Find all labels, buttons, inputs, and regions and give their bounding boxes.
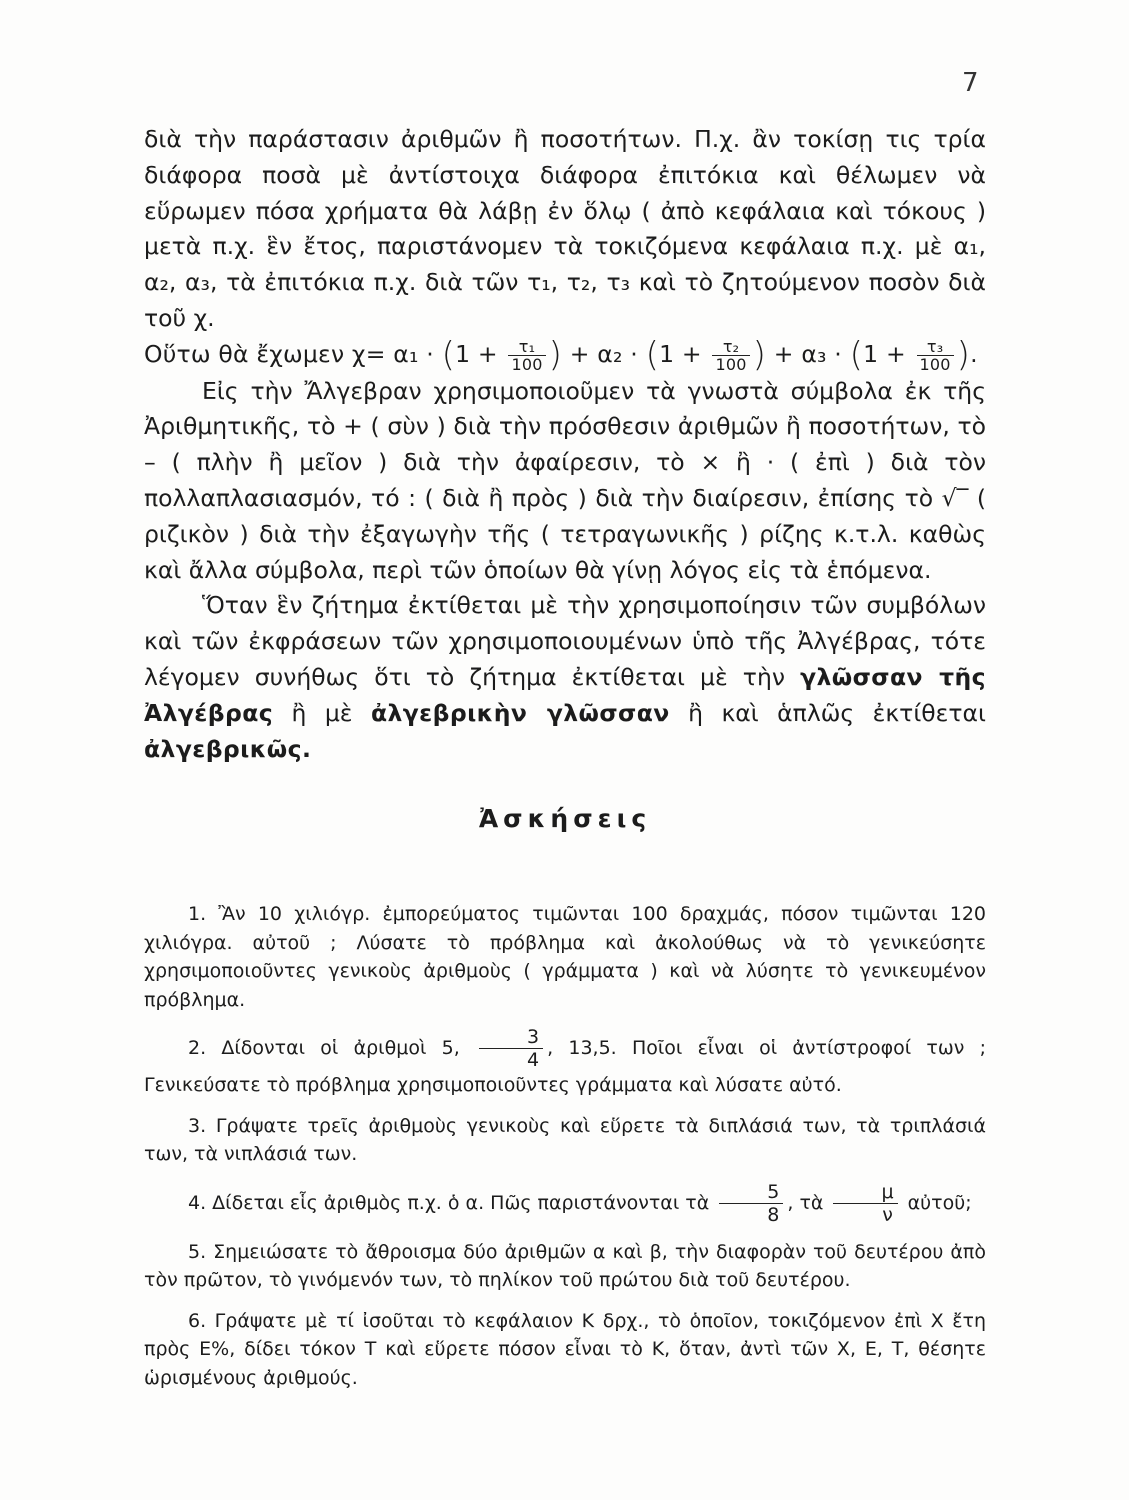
paren-close-3: ) (956, 334, 971, 375)
main-text (144, 122, 986, 857)
exercise-4-mid: , τὰ (787, 1191, 824, 1214)
exercise-6: 6. Γράψατε μὲ τί ἰσοῦται τὸ κεφάλαιον Κ δρχ., τὸ ὁποῖον, τοκιζόμενον ἐπὶ Χ ἔτη πρὸς Ε%, δίδει τόκον Τ καὶ εὕρετε πόσον εἶναι τὸ Κ, ὅταν, ἀντὶ τῶν Χ, Ε, Τ, θέσητε ὡρισμένους ἀριθμούς. (144, 1309, 986, 1389)
exercise-3: 3. Γράψατε τρεῖς ἀριθμοὺς γενικοὺς καὶ εὕρετε τὰ διπλάσιά των, τὰ τριπλάσιά των, τὰ νιπλάσιά των. (144, 1114, 986, 1165)
paren-open-2: ( (645, 334, 660, 375)
fraction-five-eighths (719, 1181, 783, 1226)
exercise-5: 5. Σημειώσατε τὸ ἄθροισμα δύο ἀριθμῶν α καὶ β, τὴν διαφορὰν τοῦ δευτέρου ἀπὸ τὸν πρῶτον, τὸ γινόμενόν των, τὸ πηλίκον τοῦ πρώτου διὰ τοῦ δευτέρου. (144, 1240, 986, 1291)
fraction-mu-num: μ (833, 1181, 897, 1204)
fraction-t1-num: τ₁ (508, 338, 545, 356)
exercise-1: 1. Ἂν 10 χιλιόγρ. ἐμπορεύματος τιμῶνται 100 δραχμάς, πόσον τιμῶνται 120 χιλιόγρα. αὐτοῦ ; Λύσατε τὸ πρόβλημα καὶ ἀκολούθως νὰ τὸ γενικεύσητε χρησιμοποιοῦντες γενικοὺς ἀριθμοὺς ( γράμματα ) καὶ νὰ λύσητε τὸ γενικευμένον πρόβλημα. (144, 903, 986, 1011)
fraction-t3 (917, 338, 954, 373)
paren-open-1: ( (441, 334, 456, 375)
formula-lead: Οὕτω θὰ ἔχωμεν χ= α₁ · (144, 339, 442, 368)
fraction-t1 (508, 338, 545, 373)
fraction-t2-num: τ₂ (712, 338, 749, 356)
language-paragraph (144, 588, 986, 767)
formula-plus-a2: + α₂ · (569, 339, 646, 368)
fraction-3-4-num: 3 (479, 1026, 543, 1049)
term-algebra-language: γλῶσσαν τῆς Ἀλγέβρας (144, 662, 986, 727)
term-algebraic-language: ἀλγεβρικὴν γλῶσσαν (370, 698, 670, 727)
formula-one-plus-3: 1 + (863, 339, 906, 368)
formula-one-plus-1: 1 + (455, 339, 498, 368)
fraction-nu-den: ν (882, 1203, 893, 1226)
exercise-2-start: 2. Δίδονται οἱ ἀριθμοὶ 5, (188, 1037, 460, 1059)
intro-paragraph: διὰ τὴν παράστασιν ἀριθμῶν ἢ ποσοτήτων. Π.χ. ἂν τοκίσῃ τις τρία διάφορα ποσὰ μὲ ἀντίστοιχα διάφορα ἐπιτόκια καὶ θέλωμεν νὰ εὕρωμεν πόσα χρήματα θὰ λάβῃ ἐν ὅλῳ ( ἀπὸ κεφάλαια καὶ τόκους ) μετὰ π.χ. ἓν ἔτος, παριστάνομεν τὰ τοκιζόμενα κεφάλαια π.χ. μὲ α₁, α₂, α₃, τὰ ἐπιτόκια π.χ. διὰ τῶν τ₁, τ₂, τ₃ καὶ τὸ ζητούμενον ποσὸν διὰ τοῦ χ. (144, 125, 986, 332)
page-number: 7 (962, 68, 979, 98)
paren-close-1: ) (548, 334, 563, 375)
fraction-t3-den: 100 (919, 354, 951, 374)
language-part-1: Ὅταν ἓν ζήτημα ἐκτίθεται μὲ τὴν χρησιμοποίησιν τῶν συμβόλων καὶ τῶν ἐκφράσεων τῶν χρησιμοποιουμένων ὑπὸ τῆς Ἀλγέβρας, τότε λέγομεν συνήθως ὅτι τὸ ζήτημα ἐκτίθεται μὲ τὴν (144, 591, 986, 691)
fraction-t3-num: τ₃ (917, 338, 954, 356)
interest-formula: Οὕτω θὰ ἔχωμεν χ= α₁ · (1 + $\frac{\text{τ₁}}{100}$ ) + α₂ · (1 + $\frac{\text{τ₂}}{100}$ ) + α₃ · (1 + $\frac{\text{τ₃}}{100}$ ). (144, 334, 978, 375)
paren-open-3: ( (849, 334, 864, 375)
exercises-list (144, 900, 986, 1404)
fraction-3-4-den: 4 (527, 1049, 540, 1071)
fraction-t2-den: 100 (715, 354, 747, 374)
fraction-t1-den: 100 (511, 354, 543, 374)
language-part-2: ἢ μὲ (291, 698, 353, 727)
exercises-heading: Ἀσκήσεις (478, 804, 652, 834)
exercise-2-end: , 13,5. Ποῖοι εἶναι οἱ ἀντίστροφοί των ; Γενικεύσατε τὸ πρόβλημα χρησιμοποιοῦντες γράμματα καὶ λύσατε αὐτό. (144, 1037, 987, 1096)
term-algebraically: ἀλγεβρικῶς. (144, 734, 312, 763)
formula-plus-a3: + α₃ · (773, 339, 850, 368)
symbols-paragraph: Εἰς τὴν Ἄλγεβραν χρησιμοποιοῦμεν τὰ γνωστὰ σύμβολα ἐκ τῆς Ἀριθμητικῆς, τὸ + ( σὺν ) διὰ τὴν πρόσθεσιν ἀριθμῶν ἢ ποσοτήτων, τὸ – ( πλὴν ἢ μεῖον ) διὰ τὴν ἀφαίρεσιν, τὸ × ἢ · ( ἐπὶ ) διὰ τὸν πολλαπλασιασμόν, τό : ( διὰ ἢ πρὸς ) διὰ τὴν διαίρεσιν, ἐπίσης τὸ √‾ ( ριζικὸν ) διὰ τὴν ἐξαγωγὴν τῆς ( τετραγωνικῆς ) ρίζης κ.τ.λ. καθὼς καὶ ἄλλα σύμβολα, περὶ τῶν ὁποίων θὰ γίνῃ λόγος εἰς τὰ ἑπόμενα. (144, 376, 986, 584)
fraction-5-8-den: 8 (767, 1203, 780, 1226)
exercise-4 (144, 1181, 986, 1226)
formula-one-plus-2: 1 + (659, 339, 702, 368)
exercise-4-end: αὐτοῦ; (907, 1191, 972, 1214)
fraction-mu-nu (833, 1181, 897, 1226)
exercise-4-start: 4. Δίδεται εἷς ἀριθμὸς π.χ. ὁ α. Πῶς παριστάνονται τὰ (188, 1191, 710, 1214)
paren-close-2: ) (752, 334, 767, 375)
fraction-t2 (712, 338, 749, 373)
fraction-three-quarters (479, 1026, 543, 1071)
language-part-3: ἢ καὶ ἁπλῶς ἐκτίθεται (688, 698, 986, 727)
exercise-2 (144, 1026, 986, 1100)
fraction-5-8-num: 5 (719, 1181, 783, 1204)
